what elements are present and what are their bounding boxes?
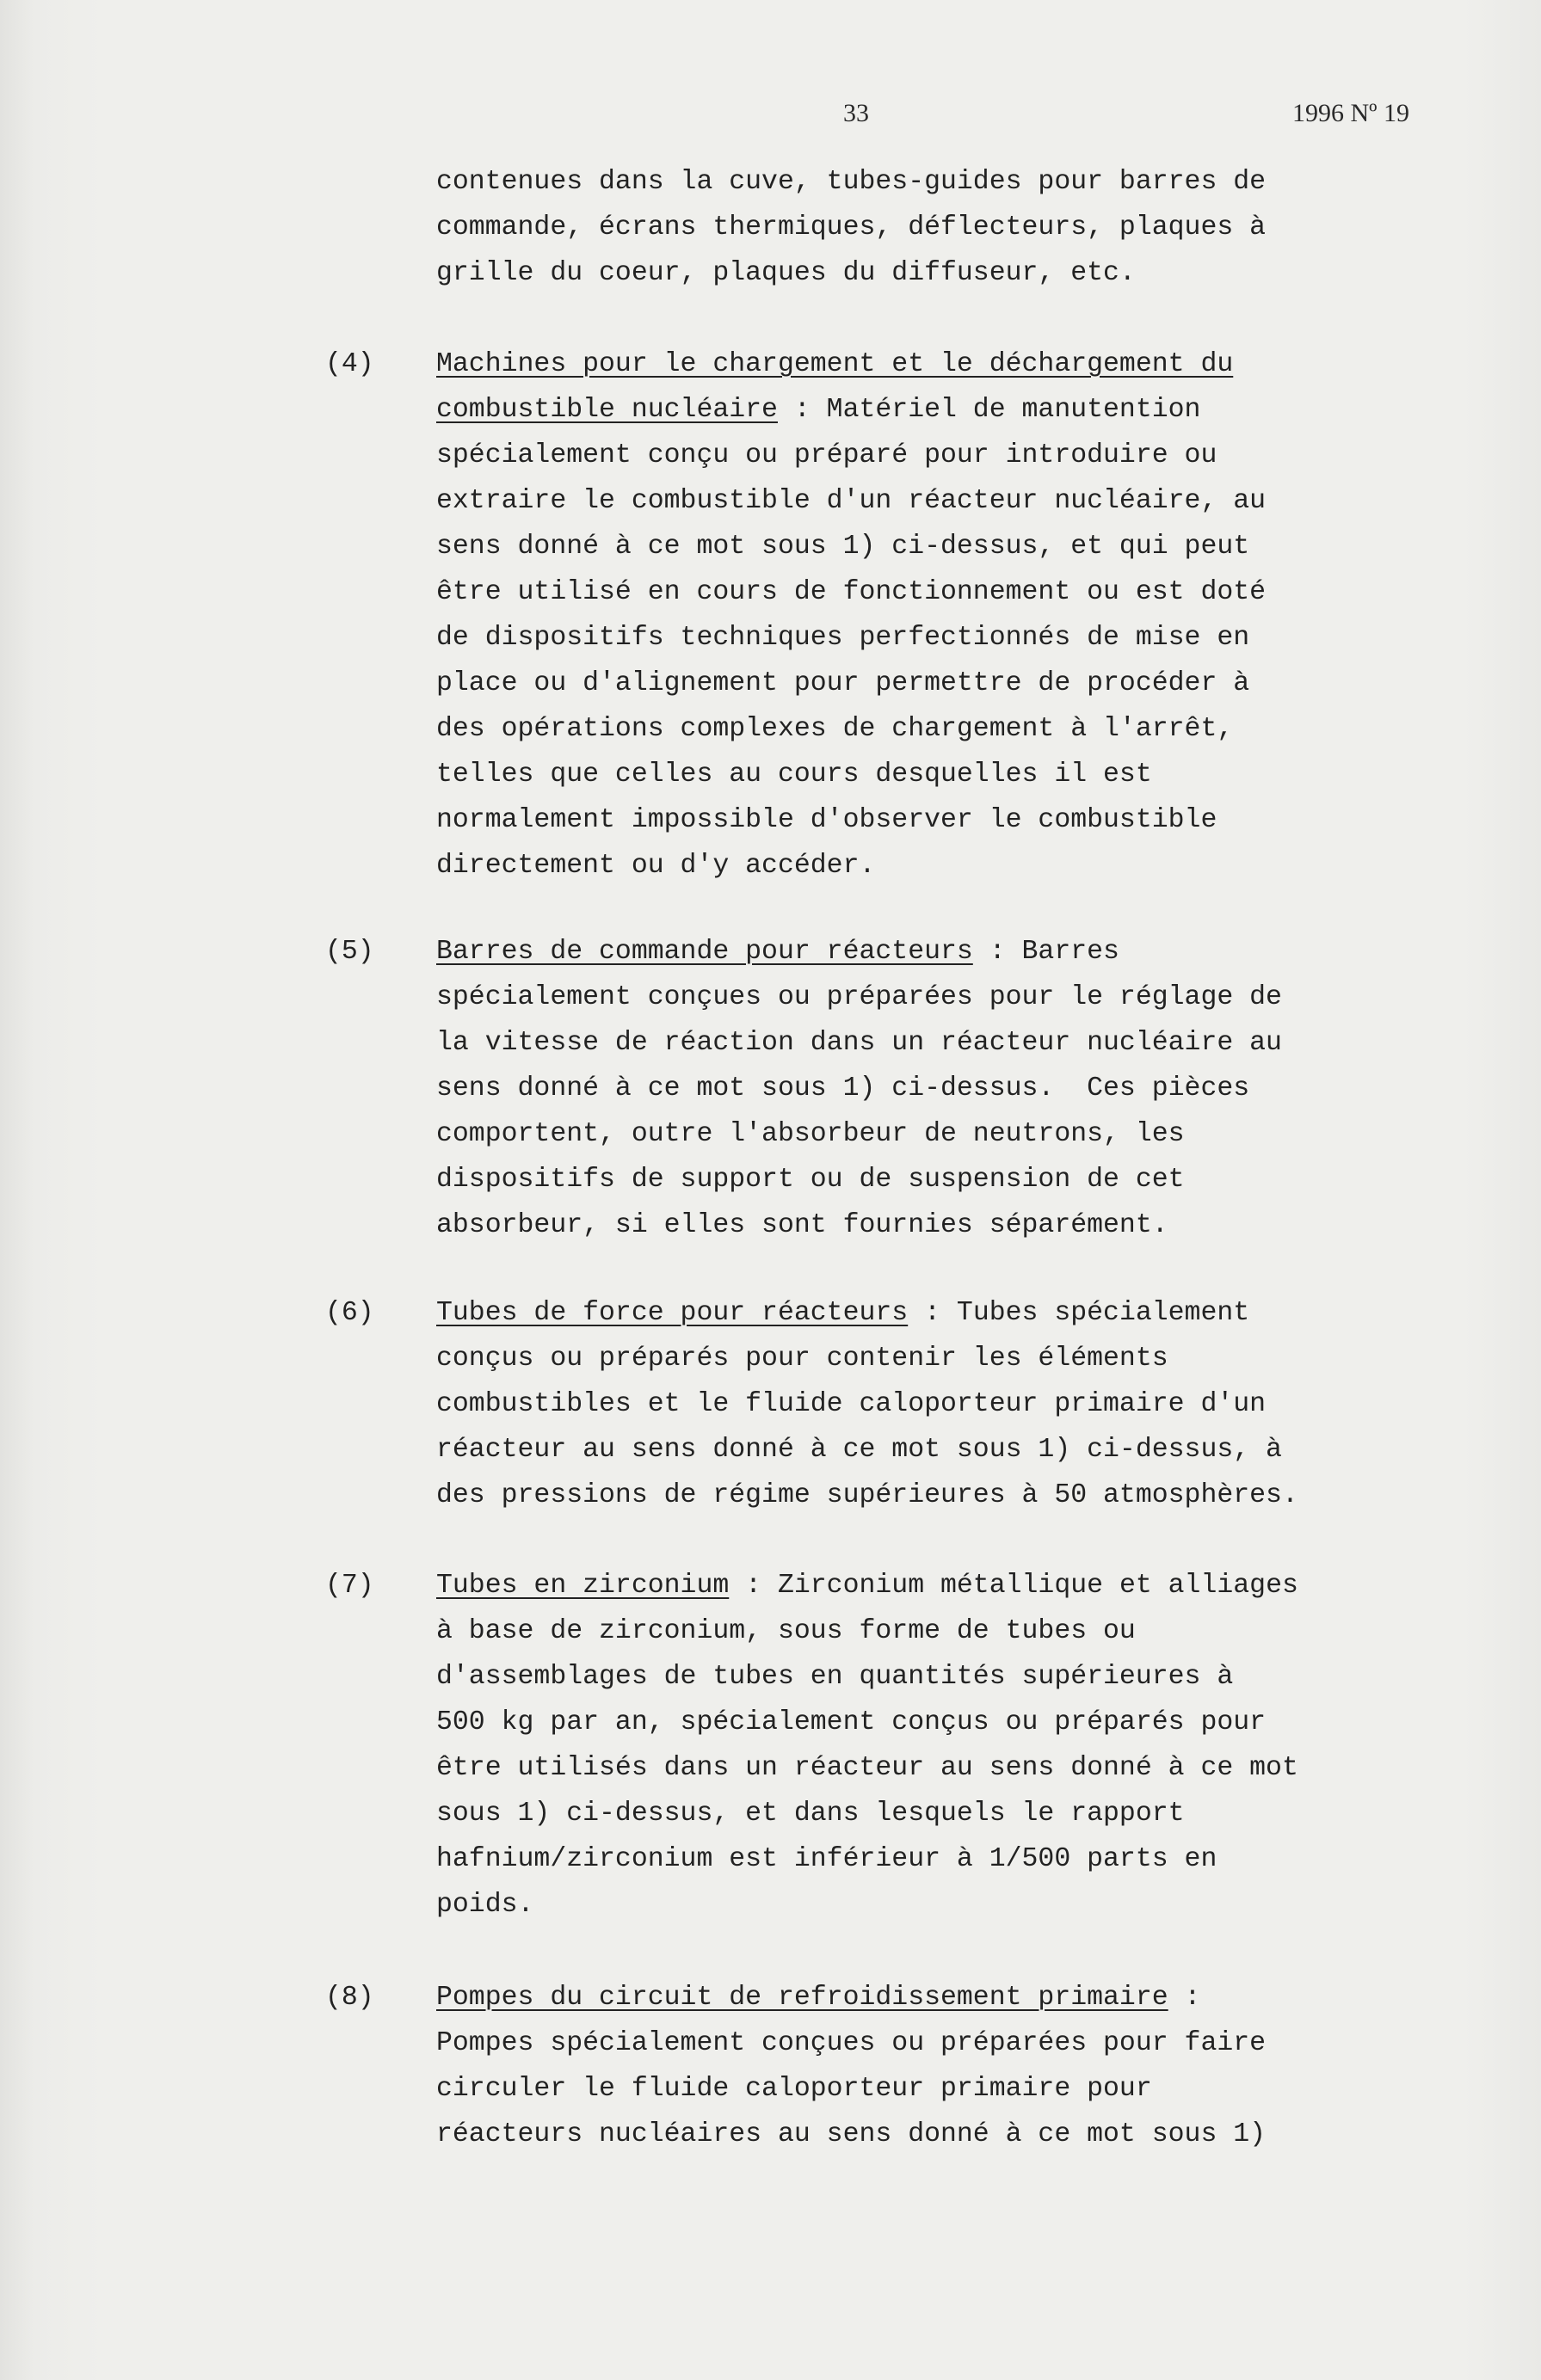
text-line: être utilisé en cours de fonctionnement ou est doté <box>436 577 1267 607</box>
text-line: comportent, outre l'absorbeur de neutrons, les <box>436 1119 1185 1149</box>
text-line: commande, écrans thermiques, déflecteurs, plaques à <box>436 212 1267 243</box>
item-title: Machines pour le chargement et le déchargement du <box>436 349 1234 379</box>
text-line: Pompes spécialement conçues ou préparées pour faire <box>436 2028 1267 2058</box>
item-number: (6) <box>325 1298 374 1328</box>
text-line: combustibles et le fluide caloporteur primaire d'un <box>436 1389 1267 1419</box>
text-line: réacteur au sens donné à ce mot sous 1) ci-dessus, à <box>436 1435 1282 1465</box>
item-number: (4) <box>325 349 374 379</box>
text-line: spécialement conçues ou préparées pour le réglage de <box>436 982 1282 1012</box>
item-title-line <box>436 341 1469 387</box>
text-line: normalement impossible d'observer le combustible <box>436 805 1217 835</box>
item-title-line <box>436 1563 1469 1608</box>
text-line: telles que celles au cours desquelles il est <box>436 760 1152 790</box>
text-line: directement ou d'y accéder. <box>436 851 876 881</box>
text-line: sens donné à ce mot sous 1) ci-dessus, et qui peut <box>436 532 1250 562</box>
text-line: des pressions de régime supérieures à 50 atmosphères. <box>436 1480 1298 1510</box>
item-content <box>436 341 1469 889</box>
item-content <box>436 1975 1469 2157</box>
text-line: à base de zirconium, sous forme de tubes ou <box>436 1616 1136 1646</box>
item-title: Pompes du circuit de refroidissement primaire <box>436 1983 1168 2013</box>
text-line: être utilisés dans un réacteur au sens donné à ce mot <box>436 1753 1298 1783</box>
text-line: sens donné à ce mot sous 1) ci-dessus. Ces pièces <box>436 1073 1250 1104</box>
page-number: 33 <box>843 99 869 127</box>
text-line: extraire le combustible d'un réacteur nucléaire, au <box>436 486 1267 516</box>
item-title-line <box>436 1975 1469 2020</box>
item-content <box>436 929 1469 1248</box>
text-line: sous 1) ci-dessus, et dans lesquels le rapport <box>436 1799 1185 1829</box>
item-title: Tubes en zirconium <box>436 1571 730 1601</box>
text-line: d'assemblages de tubes en quantités supérieures à <box>436 1662 1234 1692</box>
text-line: des opérations complexes de chargement à l'arrêt, <box>436 714 1234 744</box>
item-title-continued: combustible nucléaire <box>436 395 778 425</box>
issue-reference: 1996 Nº 19 <box>1292 99 1409 127</box>
text-line: conçus ou préparés pour contenir les éléments <box>436 1344 1168 1374</box>
text-line: 500 kg par an, spécialement conçus ou préparés pour <box>436 1707 1267 1737</box>
item-number: (5) <box>325 937 374 967</box>
item-number: (7) <box>325 1571 374 1601</box>
item-content <box>436 1563 1469 1928</box>
item-title-rest: : Tubes spécialement <box>908 1298 1250 1328</box>
text-line: circuler le fluide caloporteur primaire pour <box>436 2074 1152 2104</box>
text-line: de dispositifs techniques perfectionnés de mise en <box>436 623 1250 653</box>
item-title-rest: : Matériel de manutention <box>777 395 1201 425</box>
text-line: place ou d'alignement pour permettre de procéder à <box>436 668 1250 698</box>
text-line: absorbeur, si elles sont fournies séparément. <box>436 1210 1168 1240</box>
text-line: réacteurs nucléaires au sens donné à ce mot sous 1) <box>436 2119 1267 2149</box>
item-title-line <box>436 1290 1469 1336</box>
intro-paragraph <box>436 159 1469 296</box>
text-line: poids. <box>436 1890 534 1920</box>
item-title: Tubes de force pour réacteurs <box>436 1298 909 1328</box>
item-title-line <box>436 387 1469 433</box>
text-line: grille du coeur, plaques du diffuseur, etc. <box>436 258 1136 288</box>
text-line: la vitesse de réaction dans un réacteur nucléaire au <box>436 1028 1282 1058</box>
text-line: hafnium/zirconium est inférieur à 1/500 parts en <box>436 1844 1217 1874</box>
item-title-rest: : <box>1168 1983 1201 2013</box>
item-content <box>436 1290 1469 1518</box>
item-title-line <box>436 929 1469 975</box>
text-line: spécialement conçu ou préparé pour introduire ou <box>436 440 1217 470</box>
page-header <box>0 99 1541 133</box>
item-title-rest: : Zirconium métallique et alliages <box>729 1571 1298 1601</box>
text-line: contenues dans la cuve, tubes-guides pour barres de <box>436 167 1267 197</box>
text-line: dispositifs de support ou de suspension de cet <box>436 1165 1185 1195</box>
item-title-rest: : Barres <box>972 937 1119 967</box>
item-number: (8) <box>325 1983 374 2013</box>
item-title: Barres de commande pour réacteurs <box>436 937 973 967</box>
